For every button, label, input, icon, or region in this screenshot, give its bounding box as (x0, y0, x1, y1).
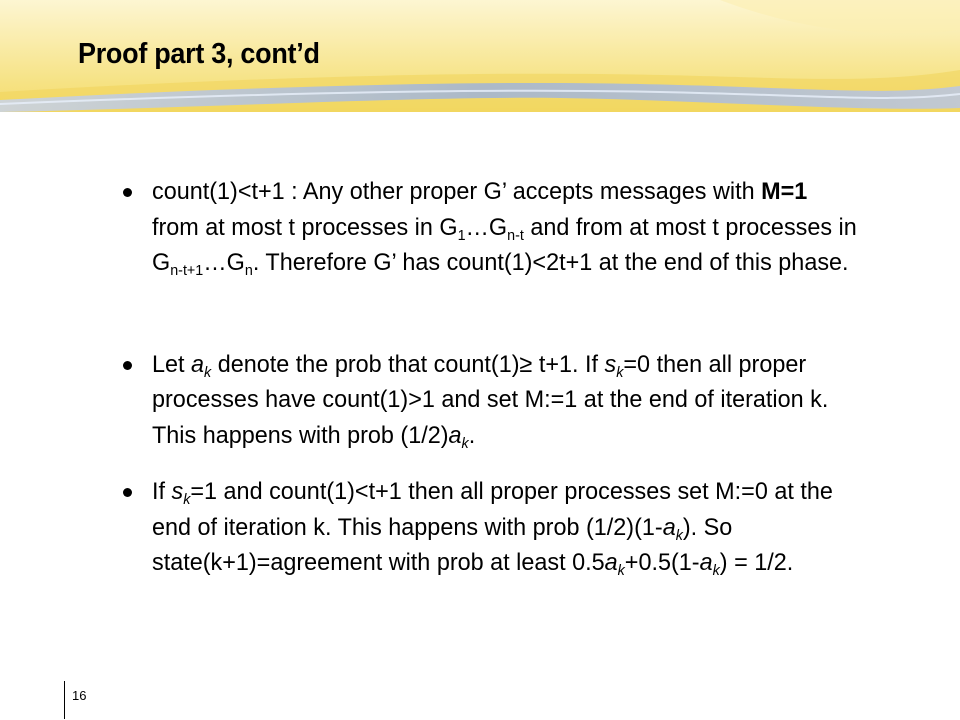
bullet-text: count(1)<t+1 : Any other proper G’ accepts messages with M=1 from at most t processes in $G_1\dots G_{n-t}$ and from at most t processes in $G_{n-t+1}\dots G_n$. Therefore G’ has count(1)<2t+1 at the end of this phase. (152, 178, 857, 279)
bullet-dot (123, 188, 132, 197)
page-number: 16 (72, 688, 87, 703)
list-item (120, 474, 900, 581)
bullet-text: If $s_k=1$ and count(1)<t+1 then all proper processes set M:=0 at the end of iteration k. This happens with prob $(1/2)(1-a_k)$. So state(k+1)=agreement with prob at least $0.5a_k+0.5(1-a_k) = 1/2$. (152, 478, 833, 579)
bullet-dot (123, 361, 132, 370)
list-item (120, 347, 900, 454)
list-item (120, 174, 900, 281)
bullet-text: Let $a_k$ denote the prob that count(1)≥ t+1. If $s_k=0$ then all proper processes have count(1)>1 and set M:=1 at the end of iteration k. This happens with prob $(1/2)a_k$. (152, 350, 829, 452)
bullet-dot (123, 488, 132, 497)
title-banner (0, 0, 960, 118)
slide-title: Proof part 3, cont’d (78, 38, 320, 70)
bullet-list (120, 174, 900, 581)
footer-divider (64, 681, 65, 719)
